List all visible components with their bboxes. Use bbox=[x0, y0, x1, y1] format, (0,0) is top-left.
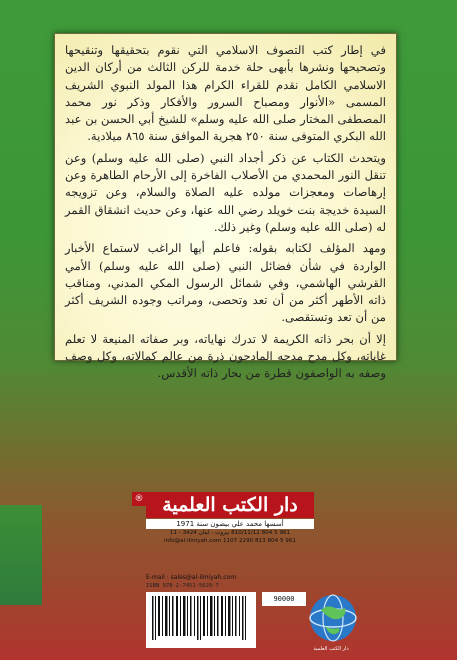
barcode-icon bbox=[146, 592, 256, 648]
blurb-paragraph-4: إلا أن بحر ذاته الكريمة لا تدرك نهاياته، وبر صفاته المنيعة لا تعلم غاياته، وكل مدح مدحه المادحون ذرة من عالم كمالاته، وكل وصف وصفه به الواصفون قطرة من بحار ذاته الأقدس. bbox=[65, 331, 386, 381]
publisher-founder-line: أسسها محمد علي بيضون سنة 1971 bbox=[146, 519, 314, 529]
contact-line-1: 961 5 804 810/11/12 بيروت - لبنان 3424 - 11 bbox=[169, 530, 291, 536]
blurb-paragraph-1: في إطار كتب التصوف الاسلامي التي نقوم بتحقيقها وتنقيحها وتصحيحها ونشرها بأبهى حلة خدمة للركن الثالث من أركان الدين الاسلامي الكامل نقدم للقراء الكرام هذا المولد النبوي الشريف المسمى «الأنوار ومصباح السرور والأفكار وذكر نور محمد المصطفى المختار صلى الله عليه وسلم» للشيخ أبي الحسن بن عبد الله البكري المتوفى سنة ٢٥٠ هجرية الموافق سنة ٨٦٥ ميلادية. bbox=[65, 43, 386, 144]
blurb-paragraph-2: ويتحدث الكتاب عن ذكر أجداد النبي (صلى الله عليه وسلم) وعن تنقل النور المحمدي من الأصلاب الفاخرة إلى الأرحام الطاهرة وعن إرهاصات ومعجزات مولده عليه الصلاة والسلام، وعن تزويجه السيدة خديجة بنت خويلد رضي الله عنها، وعن حديث انشقاق القمر له (صلى الله عليه وسلم) وغير ذلك. bbox=[65, 150, 386, 234]
globe-caption: دار الكتب العلمية bbox=[313, 646, 349, 652]
publisher-contact bbox=[146, 530, 314, 545]
barcode bbox=[146, 592, 256, 648]
publisher-email: E-mail : sales@al-ilmiyah.com bbox=[146, 574, 237, 581]
publisher-name: دار الكتب العلمية bbox=[146, 492, 314, 518]
isbn-text: ISBN 978-2-7451-5629-7 bbox=[146, 583, 219, 589]
contact-line-2: 961 5 804 813 info@al-ilmiyah.com 1107 2290 bbox=[164, 537, 296, 544]
publisher-logo bbox=[132, 492, 325, 562]
blurb-panel bbox=[54, 33, 397, 381]
blurb-paragraph-3: ومهد المؤلف لكتابه بقوله: فاعلم أيها الراغب لاستماع الأخبار الواردة في شأن فضائل النبي (صلى الله عليه وسلم) الأمي القرشي الهاشمي، وفي شمائل الرسول المكي المدني، ومناقب ذاته الأطهر أكثر من أن تعد وتحصى، ومراتب وجوده الشريف أكثر من أن تعد وتستقصى. bbox=[65, 241, 386, 325]
registered-mark-icon: ® bbox=[132, 492, 146, 506]
decorative-strip bbox=[0, 505, 42, 605]
globe-logo-icon bbox=[307, 592, 359, 644]
price-code: 90000 bbox=[262, 592, 306, 606]
